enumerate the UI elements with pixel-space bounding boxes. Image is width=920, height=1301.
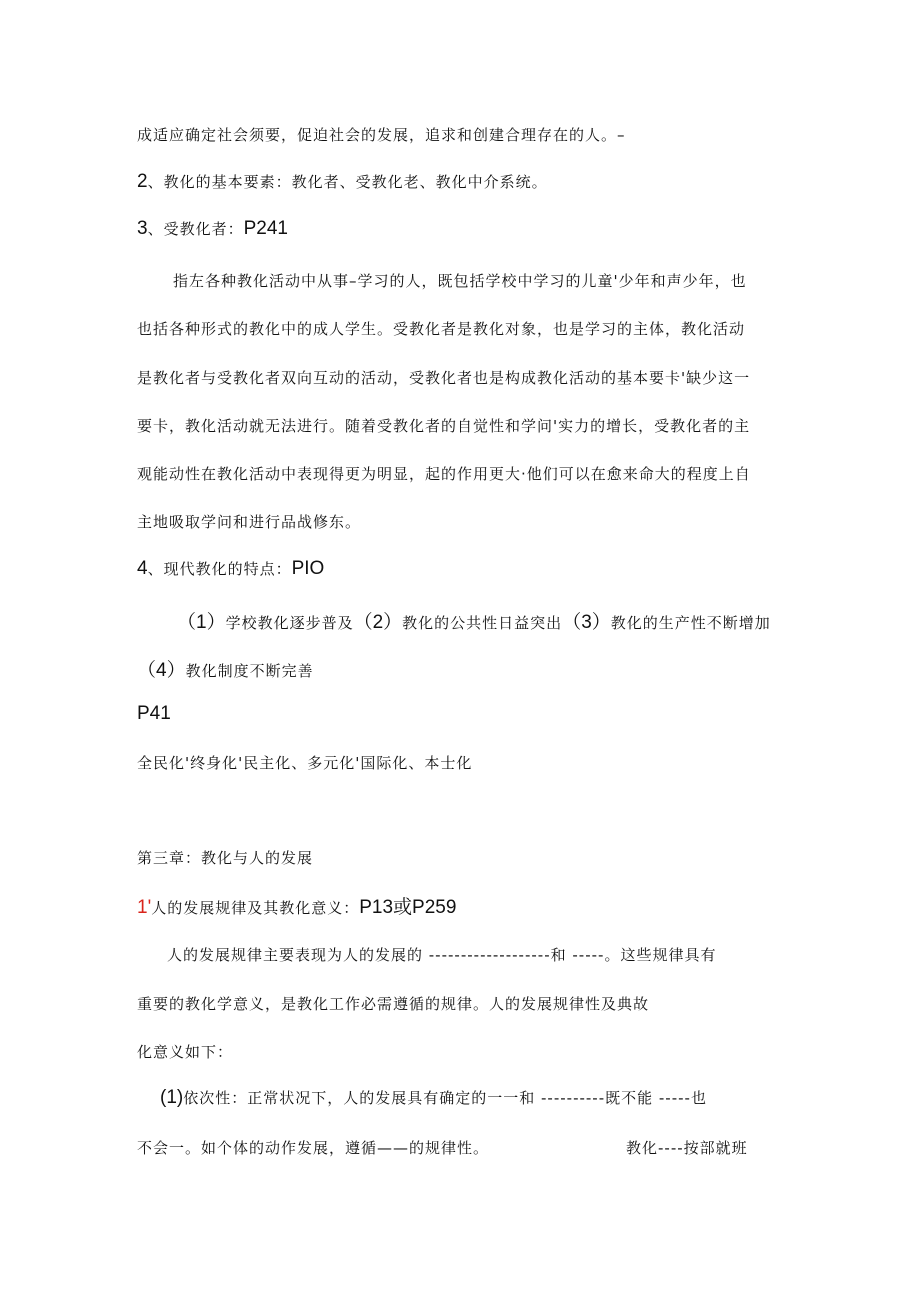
list-text: 学校教化逐步普及 xyxy=(225,614,354,632)
paragraph-line: 全民化'终身化'民主化、多元化'国际化、本士化 xyxy=(137,754,473,772)
item-heading-2 xyxy=(137,171,548,193)
paragraph-line: 人的发展规律主要表现为人的发展的 -------------------和 -----。这些规律具有 xyxy=(167,946,717,964)
paragraph-line: 也括各种形式的教化中的成人学生。受教化者是教化对象，也是学习的主体，教化活动 xyxy=(137,320,746,338)
item-number: 3 xyxy=(137,218,148,239)
item-heading-text: 、教化的基本要素：教化者、受教化老、教化中介系统。 xyxy=(147,173,548,191)
page-reference: P41 xyxy=(137,703,171,724)
item-text: 依次性：正常状况下，人的发展具有确定的一一和 ----------既不能 -----也 xyxy=(183,1089,707,1107)
paragraph-line: 指左各种教化活动中从事–学习的人，既包括学校中学习的儿童'少年和声少年，也 xyxy=(173,272,747,290)
list-marker: （3） xyxy=(562,612,611,633)
list-text: 教化的生产性不断增加 xyxy=(610,614,771,632)
paragraph-line: 成适应确定社会须要，促迫社会的发展，追求和创建合理存在的人。– xyxy=(137,126,626,144)
item-heading-4 xyxy=(137,558,324,580)
item-heading-text: 人的发展规律及其教化意义： xyxy=(151,899,360,917)
item-heading-text: 、受教化者： xyxy=(147,220,244,238)
margin-note: 教化----按部就班 xyxy=(626,1139,748,1157)
list-marker: （1） xyxy=(177,612,226,633)
item-number: (1) xyxy=(160,1087,184,1108)
page-reference: PIO xyxy=(291,558,325,579)
item-heading-3 xyxy=(137,218,288,240)
list-text: 教化的公共性日益突出 xyxy=(402,614,563,632)
list-marker: （4） xyxy=(137,660,186,681)
paragraph-line: 化意义如下： xyxy=(137,1043,234,1061)
paragraph-line: 要卡，教化活动就无法进行。随着受教化者的自觉性和学问'实力的增长，受教化者的主 xyxy=(137,417,751,435)
paragraph-line: 观能动性在教化活动中表现得更为明显，起的作用更大·他们可以在愈来命大的程度上自 xyxy=(137,465,751,483)
page-reference: P241 xyxy=(243,218,288,239)
item-heading-text: 、现代教化的特点： xyxy=(147,560,292,578)
item-number: 1' xyxy=(137,897,152,918)
item-number: 2 xyxy=(137,171,148,192)
paragraph-line: 重要的教化学意义，是教化工作必需遵循的规律。人的发展规律性及典故 xyxy=(137,995,650,1013)
list-marker: （2） xyxy=(353,612,403,633)
feature-list-line xyxy=(177,607,771,634)
list-text: 教化制度不断完善 xyxy=(185,662,314,680)
paragraph-line: 不会一。如个体的动作发展，遵循——的规律性。 xyxy=(137,1139,490,1157)
feature-list-line xyxy=(137,655,314,682)
chapter-heading: 第三章：教化与人的发展 xyxy=(137,849,314,867)
paragraph-line: 是教化者与受教化者双向互动的活动，受教化者也是构成教化活动的基本要卡'缺少这一 xyxy=(137,369,751,387)
sub-item-line xyxy=(160,1087,707,1109)
paragraph-line: 主地吸取学问和进行品战修东。 xyxy=(137,513,362,531)
item-heading-1 xyxy=(137,892,456,919)
page-reference: P13或P259 xyxy=(359,897,457,918)
item-number: 4 xyxy=(137,558,148,579)
